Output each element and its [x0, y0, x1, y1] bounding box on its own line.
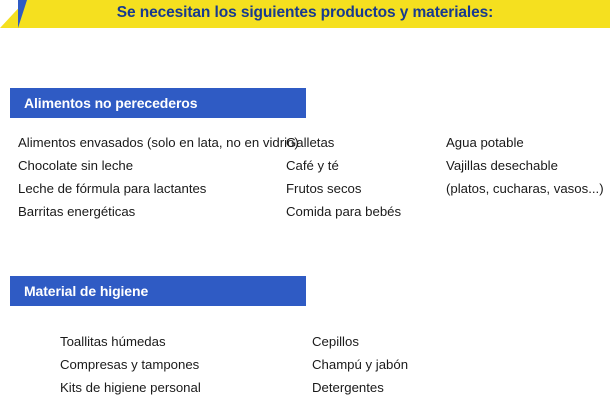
list-item: Comida para bebés	[286, 204, 402, 219]
section-header-hygiene-label: Material de higiene	[24, 283, 149, 299]
list-item: Barritas energéticas	[18, 204, 136, 219]
list-item: Café y té	[286, 158, 339, 173]
section-header-food-label: Alimentos no perecederos	[24, 95, 198, 111]
list-item: Vajillas desechable	[446, 158, 558, 173]
list-item: Alimentos envasados (solo en lata, no en vidrio)	[18, 135, 299, 150]
list-item: Leche de fórmula para lactantes	[18, 181, 207, 196]
list-item: Toallitas húmedas	[60, 334, 166, 349]
food-column-2	[286, 131, 401, 223]
list-item: Chocolate sin leche	[18, 158, 134, 173]
list-item: (platos, cucharas, vasos...)	[446, 181, 604, 196]
section-header-hygiene	[10, 276, 306, 306]
hygiene-column-1	[60, 330, 201, 399]
page-title: Se necesitan los siguientes productos y materiales:	[116, 4, 494, 21]
list-item: Frutos secos	[286, 181, 362, 196]
section-header-food	[10, 88, 306, 118]
list-item: Galletas	[286, 135, 335, 150]
list-item: Detergentes	[312, 380, 384, 395]
food-column-3	[446, 131, 604, 200]
list-item: Champú y jabón	[312, 357, 409, 372]
list-item: Compresas y tampones	[60, 357, 200, 372]
list-item: Cepillos	[312, 334, 359, 349]
list-item: Agua potable	[446, 135, 524, 150]
list-item: Kits de higiene personal	[60, 380, 201, 395]
hygiene-column-2	[312, 330, 408, 399]
food-column-1	[18, 131, 299, 223]
top-banner	[0, 0, 610, 28]
